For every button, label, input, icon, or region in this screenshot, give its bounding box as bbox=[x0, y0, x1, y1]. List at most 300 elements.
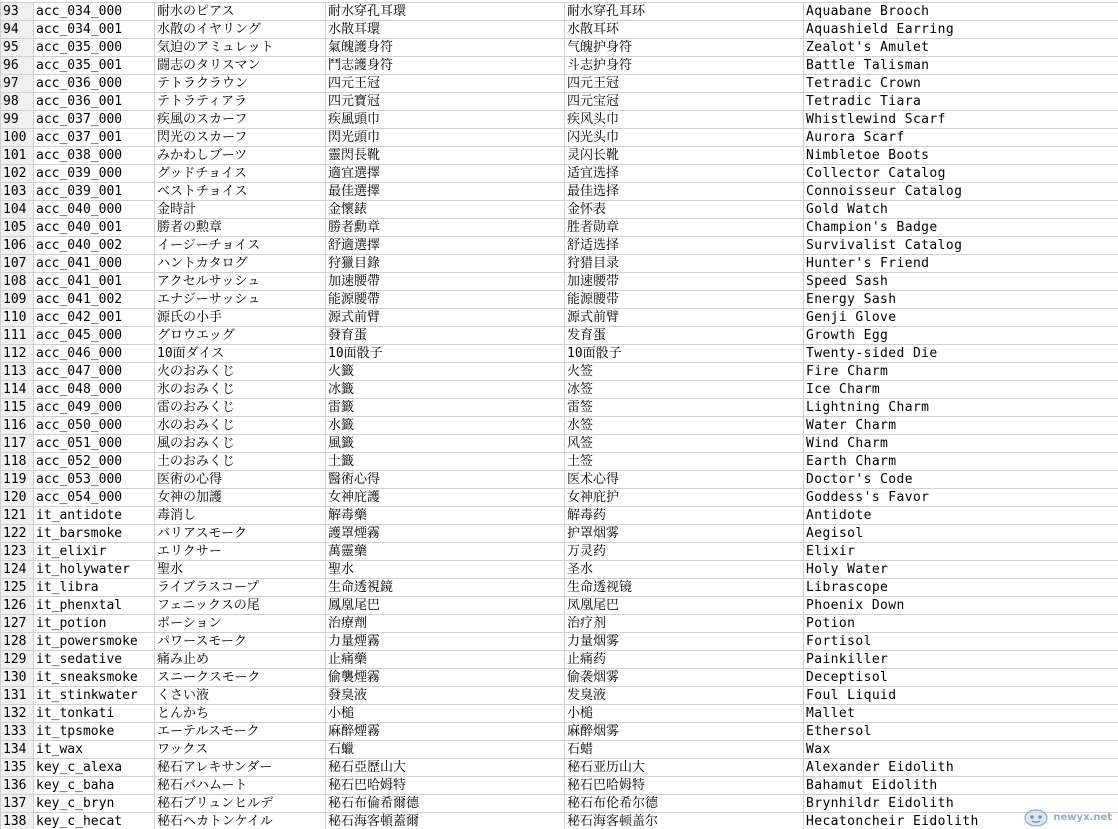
cell-simplified-chinese[interactable]: 力量烟雾 bbox=[565, 633, 804, 651]
cell-english[interactable]: Collector Catalog bbox=[804, 165, 1118, 183]
row-number[interactable]: 110 bbox=[1, 309, 34, 327]
cell-japanese[interactable]: テトラクラウン bbox=[155, 75, 326, 93]
cell-key[interactable]: it_wax bbox=[34, 741, 155, 759]
row-number[interactable]: 98 bbox=[1, 93, 34, 111]
cell-traditional-chinese[interactable]: 聖水 bbox=[326, 561, 565, 579]
row-number[interactable]: 96 bbox=[1, 57, 34, 75]
cell-simplified-chinese[interactable]: 偷袭烟雾 bbox=[565, 669, 804, 687]
table-row bbox=[1, 273, 1118, 291]
cell-simplified-chinese[interactable]: 10面骰子 bbox=[565, 345, 804, 363]
cell-japanese[interactable]: 秘石ブリュンヒルデ bbox=[155, 795, 326, 813]
row-number[interactable]: 107 bbox=[1, 255, 34, 273]
cell-key[interactable]: acc_042_001 bbox=[34, 309, 155, 327]
cell-english[interactable]: Doctor's Code bbox=[804, 471, 1118, 489]
cell-simplified-chinese[interactable]: 秘石海客顿盖尔 bbox=[565, 813, 804, 829]
cell-japanese[interactable]: エナジーサッシュ bbox=[155, 291, 326, 309]
cell-key[interactable]: acc_034_001 bbox=[34, 21, 155, 39]
cell-traditional-chinese[interactable]: 適宜選擇 bbox=[326, 165, 565, 183]
cell-key[interactable]: acc_054_000 bbox=[34, 489, 155, 507]
table-row bbox=[1, 291, 1118, 309]
row-number[interactable]: 109 bbox=[1, 291, 34, 309]
cell-traditional-chinese[interactable]: 靈閃長靴 bbox=[326, 147, 565, 165]
table-row bbox=[1, 723, 1118, 741]
cell-english[interactable]: Battle Talisman bbox=[804, 57, 1118, 75]
table-row bbox=[1, 561, 1118, 579]
cell-japanese[interactable]: 聖水 bbox=[155, 561, 326, 579]
cell-english[interactable]: Ethersol bbox=[804, 723, 1118, 741]
cell-simplified-chinese[interactable]: 水签 bbox=[565, 417, 804, 435]
cell-traditional-chinese[interactable]: 秘石布倫希爾德 bbox=[326, 795, 565, 813]
cell-english[interactable]: Potion bbox=[804, 615, 1118, 633]
cell-simplified-chinese[interactable]: 秘石亚历山大 bbox=[565, 759, 804, 777]
cell-key[interactable]: acc_048_000 bbox=[34, 381, 155, 399]
cell-japanese[interactable]: 水散のイヤリング bbox=[155, 21, 326, 39]
cell-traditional-chinese[interactable]: 麻醉煙霧 bbox=[326, 723, 565, 741]
cell-japanese[interactable]: スニークスモーク bbox=[155, 669, 326, 687]
cell-traditional-chinese[interactable]: 疾風頭巾 bbox=[326, 111, 565, 129]
row-number[interactable]: 116 bbox=[1, 417, 34, 435]
cell-key[interactable]: acc_047_000 bbox=[34, 363, 155, 381]
cell-traditional-chinese[interactable]: 發臭液 bbox=[326, 687, 565, 705]
cell-simplified-chinese[interactable]: 最佳选择 bbox=[565, 183, 804, 201]
row-number[interactable]: 124 bbox=[1, 561, 34, 579]
row-number[interactable]: 122 bbox=[1, 525, 34, 543]
cell-english[interactable]: Ice Charm bbox=[804, 381, 1118, 399]
row-number[interactable]: 120 bbox=[1, 489, 34, 507]
cell-key[interactable]: it_sneaksmoke bbox=[34, 669, 155, 687]
cell-english[interactable]: Speed Sash bbox=[804, 273, 1118, 291]
cell-english[interactable]: Librascope bbox=[804, 579, 1118, 597]
cell-key[interactable]: it_potion bbox=[34, 615, 155, 633]
cell-traditional-chinese[interactable]: 冰籤 bbox=[326, 381, 565, 399]
cell-traditional-chinese[interactable]: 秘石海客頓蓋爾 bbox=[326, 813, 565, 829]
cell-english[interactable]: Goddess's Favor bbox=[804, 489, 1118, 507]
cell-japanese[interactable]: バリアスモーク bbox=[155, 525, 326, 543]
cell-simplified-chinese[interactable]: 四元宝冠 bbox=[565, 93, 804, 111]
cell-traditional-chinese[interactable]: 護罩煙霧 bbox=[326, 525, 565, 543]
row-number[interactable]: 102 bbox=[1, 165, 34, 183]
cell-japanese[interactable]: エリクサー bbox=[155, 543, 326, 561]
cell-japanese[interactable]: 氷のおみくじ bbox=[155, 381, 326, 399]
row-number[interactable]: 130 bbox=[1, 669, 34, 687]
cell-english[interactable]: Twenty-sided Die bbox=[804, 345, 1118, 363]
cell-key[interactable]: it_powersmoke bbox=[34, 633, 155, 651]
cell-english[interactable]: Genji Glove bbox=[804, 309, 1118, 327]
table-row bbox=[1, 669, 1118, 687]
cell-traditional-chinese[interactable]: 土籤 bbox=[326, 453, 565, 471]
cell-english[interactable]: Whistlewind Scarf bbox=[804, 111, 1118, 129]
cell-simplified-chinese[interactable]: 发臭液 bbox=[565, 687, 804, 705]
cell-traditional-chinese[interactable]: 鳳凰尾巴 bbox=[326, 597, 565, 615]
row-number[interactable]: 132 bbox=[1, 705, 34, 723]
cell-traditional-chinese[interactable]: 狩獵目錄 bbox=[326, 255, 565, 273]
row-number[interactable]: 95 bbox=[1, 39, 34, 57]
row-number[interactable]: 121 bbox=[1, 507, 34, 525]
table-row bbox=[1, 237, 1118, 255]
cell-english[interactable]: Fortisol bbox=[804, 633, 1118, 651]
cell-traditional-chinese[interactable]: 舒適選擇 bbox=[326, 237, 565, 255]
table-row bbox=[1, 687, 1118, 705]
row-number[interactable]: 93 bbox=[1, 3, 34, 21]
cell-japanese[interactable]: 秘石アレキサンダー bbox=[155, 759, 326, 777]
cell-simplified-chinese[interactable]: 解毒药 bbox=[565, 507, 804, 525]
cell-key[interactable]: it_barsmoke bbox=[34, 525, 155, 543]
table-row bbox=[1, 759, 1118, 777]
cell-japanese[interactable]: グッドチョイス bbox=[155, 165, 326, 183]
cell-traditional-chinese[interactable]: 四元王冠 bbox=[326, 75, 565, 93]
row-number[interactable]: 125 bbox=[1, 579, 34, 597]
cell-traditional-chinese[interactable]: 氣魄護身符 bbox=[326, 39, 565, 57]
cell-english[interactable]: Elixir bbox=[804, 543, 1118, 561]
cell-english[interactable]: Growth Egg bbox=[804, 327, 1118, 345]
cell-key[interactable]: acc_040_002 bbox=[34, 237, 155, 255]
cell-english[interactable]: Survivalist Catalog bbox=[804, 237, 1118, 255]
cell-japanese[interactable]: 金時計 bbox=[155, 201, 326, 219]
row-number[interactable]: 137 bbox=[1, 795, 34, 813]
cell-simplified-chinese[interactable]: 止痛药 bbox=[565, 651, 804, 669]
cell-key[interactable]: acc_050_000 bbox=[34, 417, 155, 435]
cell-simplified-chinese[interactable]: 源式前臂 bbox=[565, 309, 804, 327]
cell-simplified-chinese[interactable]: 麻醉烟雾 bbox=[565, 723, 804, 741]
cell-japanese[interactable]: 雷のおみくじ bbox=[155, 399, 326, 417]
cell-traditional-chinese[interactable]: 偷襲煙霧 bbox=[326, 669, 565, 687]
cell-key[interactable]: acc_036_001 bbox=[34, 93, 155, 111]
table-row bbox=[1, 255, 1118, 273]
cell-english[interactable]: Zealot's Amulet bbox=[804, 39, 1118, 57]
cell-traditional-chinese[interactable]: 治療劑 bbox=[326, 615, 565, 633]
cell-traditional-chinese[interactable]: 耐水穿孔耳環 bbox=[326, 3, 565, 21]
cell-english[interactable]: Aquabane Brooch bbox=[804, 3, 1118, 21]
row-number[interactable]: 138 bbox=[1, 813, 34, 829]
cell-japanese[interactable]: 疾風のスカーフ bbox=[155, 111, 326, 129]
cell-traditional-chinese[interactable]: 風籤 bbox=[326, 435, 565, 453]
cell-japanese[interactable]: ライブラスコープ bbox=[155, 579, 326, 597]
cell-key[interactable]: acc_034_000 bbox=[34, 3, 155, 21]
cell-simplified-chinese[interactable]: 秘石布伦希尔德 bbox=[565, 795, 804, 813]
row-number[interactable]: 113 bbox=[1, 363, 34, 381]
cell-english[interactable]: Hunter's Friend bbox=[804, 255, 1118, 273]
cell-key[interactable]: acc_040_001 bbox=[34, 219, 155, 237]
cell-simplified-chinese[interactable]: 胜者勋章 bbox=[565, 219, 804, 237]
cell-japanese[interactable]: とんかち bbox=[155, 705, 326, 723]
row-number[interactable]: 106 bbox=[1, 237, 34, 255]
cell-key[interactable]: it_holywater bbox=[34, 561, 155, 579]
cell-english[interactable]: Champion's Badge bbox=[804, 219, 1118, 237]
cell-japanese[interactable]: 女神の加護 bbox=[155, 489, 326, 507]
cell-english[interactable]: Fire Charm bbox=[804, 363, 1118, 381]
cell-key[interactable]: it_libra bbox=[34, 579, 155, 597]
cell-traditional-chinese[interactable]: 鬥志護身符 bbox=[326, 57, 565, 75]
cell-key[interactable]: acc_038_000 bbox=[34, 147, 155, 165]
cell-simplified-chinese[interactable]: 疾风头巾 bbox=[565, 111, 804, 129]
cell-japanese[interactable]: くさい液 bbox=[155, 687, 326, 705]
cell-english[interactable]: Brynhildr Eidolith bbox=[804, 795, 1118, 813]
cell-traditional-chinese[interactable]: 發育蛋 bbox=[326, 327, 565, 345]
cell-japanese[interactable]: 風のおみくじ bbox=[155, 435, 326, 453]
cell-key[interactable]: it_elixir bbox=[34, 543, 155, 561]
cell-english[interactable]: Antidote bbox=[804, 507, 1118, 525]
cell-traditional-chinese[interactable]: 水散耳環 bbox=[326, 21, 565, 39]
cell-japanese[interactable]: 痛み止め bbox=[155, 651, 326, 669]
cell-english[interactable]: Water Charm bbox=[804, 417, 1118, 435]
table-row bbox=[1, 525, 1118, 543]
row-number[interactable]: 117 bbox=[1, 435, 34, 453]
cell-simplified-chinese[interactable]: 加速腰带 bbox=[565, 273, 804, 291]
cell-key[interactable]: acc_045_000 bbox=[34, 327, 155, 345]
row-number[interactable]: 97 bbox=[1, 75, 34, 93]
row-number[interactable]: 101 bbox=[1, 147, 34, 165]
cell-simplified-chinese[interactable]: 护罩烟雾 bbox=[565, 525, 804, 543]
cell-traditional-chinese[interactable]: 火籤 bbox=[326, 363, 565, 381]
cell-english[interactable]: Nimbletoe Boots bbox=[804, 147, 1118, 165]
cell-simplified-chinese[interactable]: 适宜选择 bbox=[565, 165, 804, 183]
row-number[interactable]: 114 bbox=[1, 381, 34, 399]
cell-japanese[interactable]: 土のおみくじ bbox=[155, 453, 326, 471]
cell-key[interactable]: it_antidote bbox=[34, 507, 155, 525]
table-row bbox=[1, 363, 1118, 381]
cell-english[interactable]: Lightning Charm bbox=[804, 399, 1118, 417]
cell-key[interactable]: acc_051_000 bbox=[34, 435, 155, 453]
cell-simplified-chinese[interactable]: 斗志护身符 bbox=[565, 57, 804, 75]
cell-english[interactable]: Painkiller bbox=[804, 651, 1118, 669]
cell-key[interactable]: it_tpsmoke bbox=[34, 723, 155, 741]
cell-traditional-chinese[interactable]: 四元寶冠 bbox=[326, 93, 565, 111]
cell-key[interactable]: acc_041_000 bbox=[34, 255, 155, 273]
cell-japanese[interactable]: ワックス bbox=[155, 741, 326, 759]
cell-simplified-chinese[interactable]: 四元王冠 bbox=[565, 75, 804, 93]
cell-traditional-chinese[interactable]: 能源腰帶 bbox=[326, 291, 565, 309]
cell-key[interactable]: key_c_baha bbox=[34, 777, 155, 795]
row-number[interactable]: 134 bbox=[1, 741, 34, 759]
cell-simplified-chinese[interactable]: 灵闪长靴 bbox=[565, 147, 804, 165]
cell-key[interactable]: key_c_alexa bbox=[34, 759, 155, 777]
cell-key[interactable]: acc_037_001 bbox=[34, 129, 155, 147]
cell-simplified-chinese[interactable]: 冰签 bbox=[565, 381, 804, 399]
cell-simplified-chinese[interactable]: 狩猎目录 bbox=[565, 255, 804, 273]
cell-key[interactable]: acc_049_000 bbox=[34, 399, 155, 417]
cell-japanese[interactable]: 源氏の小手 bbox=[155, 309, 326, 327]
cell-japanese[interactable]: 火のおみくじ bbox=[155, 363, 326, 381]
cell-japanese[interactable]: ベストチョイス bbox=[155, 183, 326, 201]
cell-japanese[interactable]: みかわしブーツ bbox=[155, 147, 326, 165]
cell-japanese[interactable]: 10面ダイス bbox=[155, 345, 326, 363]
cell-japanese[interactable]: ハントカタログ bbox=[155, 255, 326, 273]
cell-english[interactable]: Wax bbox=[804, 741, 1118, 759]
cell-traditional-chinese[interactable]: 10面骰子 bbox=[326, 345, 565, 363]
cell-simplified-chinese[interactable]: 生命透视镜 bbox=[565, 579, 804, 597]
table-row bbox=[1, 579, 1118, 597]
cell-traditional-chinese[interactable]: 解毒藥 bbox=[326, 507, 565, 525]
cell-japanese[interactable]: 毒消し bbox=[155, 507, 326, 525]
cell-japanese[interactable]: パワースモーク bbox=[155, 633, 326, 651]
row-number[interactable]: 115 bbox=[1, 399, 34, 417]
cell-japanese[interactable]: 水のおみくじ bbox=[155, 417, 326, 435]
cell-simplified-chinese[interactable]: 金怀表 bbox=[565, 201, 804, 219]
cell-english[interactable]: Tetradic Tiara bbox=[804, 93, 1118, 111]
cell-key[interactable]: acc_039_000 bbox=[34, 165, 155, 183]
cell-traditional-chinese[interactable]: 雷籤 bbox=[326, 399, 565, 417]
cell-japanese[interactable]: 勝者の勲章 bbox=[155, 219, 326, 237]
cell-traditional-chinese[interactable]: 萬靈藥 bbox=[326, 543, 565, 561]
cell-key[interactable]: key_c_hecat bbox=[34, 813, 155, 829]
cell-japanese[interactable]: アクセルサッシュ bbox=[155, 273, 326, 291]
cell-key[interactable]: it_stinkwater bbox=[34, 687, 155, 705]
cell-english[interactable]: Energy Sash bbox=[804, 291, 1118, 309]
cell-simplified-chinese[interactable]: 水散耳环 bbox=[565, 21, 804, 39]
table-row bbox=[1, 417, 1118, 435]
cell-simplified-chinese[interactable]: 风签 bbox=[565, 435, 804, 453]
cell-simplified-chinese[interactable]: 万灵药 bbox=[565, 543, 804, 561]
cell-key[interactable]: acc_052_000 bbox=[34, 453, 155, 471]
cell-traditional-chinese[interactable]: 源式前臂 bbox=[326, 309, 565, 327]
cell-key[interactable]: acc_053_000 bbox=[34, 471, 155, 489]
cell-traditional-chinese[interactable]: 水籤 bbox=[326, 417, 565, 435]
cell-japanese[interactable]: 秘石バハムート bbox=[155, 777, 326, 795]
cell-simplified-chinese[interactable]: 土签 bbox=[565, 453, 804, 471]
cell-simplified-chinese[interactable]: 秘石巴哈姆特 bbox=[565, 777, 804, 795]
table-row bbox=[1, 615, 1118, 633]
cell-japanese[interactable]: イージーチョイス bbox=[155, 237, 326, 255]
table-row bbox=[1, 147, 1118, 165]
row-number[interactable]: 103 bbox=[1, 183, 34, 201]
cell-key[interactable]: it_sedative bbox=[34, 651, 155, 669]
row-number[interactable]: 123 bbox=[1, 543, 34, 561]
cell-simplified-chinese[interactable]: 能源腰带 bbox=[565, 291, 804, 309]
table-row bbox=[1, 3, 1118, 21]
cell-key[interactable]: acc_036_000 bbox=[34, 75, 155, 93]
cell-key[interactable]: acc_035_000 bbox=[34, 39, 155, 57]
row-number[interactable]: 128 bbox=[1, 633, 34, 651]
cell-simplified-chinese[interactable]: 医术心得 bbox=[565, 471, 804, 489]
row-number[interactable]: 112 bbox=[1, 345, 34, 363]
cell-english[interactable]: Phoenix Down bbox=[804, 597, 1118, 615]
cell-japanese[interactable]: 闘志のタリスマン bbox=[155, 57, 326, 75]
row-number[interactable]: 131 bbox=[1, 687, 34, 705]
table-row bbox=[1, 309, 1118, 327]
row-number[interactable]: 126 bbox=[1, 597, 34, 615]
cell-traditional-chinese[interactable]: 醫術心得 bbox=[326, 471, 565, 489]
cell-traditional-chinese[interactable]: 力量煙霧 bbox=[326, 633, 565, 651]
row-number[interactable]: 136 bbox=[1, 777, 34, 795]
cell-key[interactable]: acc_046_000 bbox=[34, 345, 155, 363]
row-number[interactable]: 133 bbox=[1, 723, 34, 741]
row-number[interactable]: 127 bbox=[1, 615, 34, 633]
cell-simplified-chinese[interactable]: 气魄护身符 bbox=[565, 39, 804, 57]
cell-english[interactable]: Deceptisol bbox=[804, 669, 1118, 687]
cell-english[interactable]: Foul Liquid bbox=[804, 687, 1118, 705]
row-number[interactable]: 99 bbox=[1, 111, 34, 129]
cell-key[interactable]: it_phenxtal bbox=[34, 597, 155, 615]
cell-english[interactable]: Alexander Eidolith bbox=[804, 759, 1118, 777]
table-row bbox=[1, 795, 1118, 813]
cell-japanese[interactable]: 気迫のアミュレット bbox=[155, 39, 326, 57]
cell-traditional-chinese[interactable]: 小槌 bbox=[326, 705, 565, 723]
cell-simplified-chinese[interactable]: 圣水 bbox=[565, 561, 804, 579]
cell-simplified-chinese[interactable]: 雷签 bbox=[565, 399, 804, 417]
cell-english[interactable]: Bahamut Eidolith bbox=[804, 777, 1118, 795]
cell-traditional-chinese[interactable]: 止痛藥 bbox=[326, 651, 565, 669]
row-number[interactable]: 135 bbox=[1, 759, 34, 777]
cell-japanese[interactable]: エーテルスモーク bbox=[155, 723, 326, 741]
cell-traditional-chinese[interactable]: 最佳選擇 bbox=[326, 183, 565, 201]
cell-english[interactable]: Mallet bbox=[804, 705, 1118, 723]
cell-japanese[interactable]: 秘石ヘカトンケイル bbox=[155, 813, 326, 829]
cell-japanese[interactable]: テトラティアラ bbox=[155, 93, 326, 111]
cell-simplified-chinese[interactable]: 治疗剂 bbox=[565, 615, 804, 633]
row-number[interactable]: 108 bbox=[1, 273, 34, 291]
cell-key[interactable]: acc_039_001 bbox=[34, 183, 155, 201]
cell-simplified-chinese[interactable]: 发育蛋 bbox=[565, 327, 804, 345]
cell-english[interactable]: Hecatoncheir Eidolith bbox=[804, 813, 1118, 829]
row-number[interactable]: 100 bbox=[1, 129, 34, 147]
cell-traditional-chinese[interactable]: 石蠟 bbox=[326, 741, 565, 759]
cell-simplified-chinese[interactable]: 女神庇护 bbox=[565, 489, 804, 507]
cell-english[interactable]: Aegisol bbox=[804, 525, 1118, 543]
cell-key[interactable]: acc_037_000 bbox=[34, 111, 155, 129]
cell-japanese[interactable]: 耐水のピアス bbox=[155, 3, 326, 21]
cell-english[interactable]: Tetradic Crown bbox=[804, 75, 1118, 93]
cell-traditional-chinese[interactable]: 秘石亞歷山大 bbox=[326, 759, 565, 777]
row-number[interactable]: 105 bbox=[1, 219, 34, 237]
row-number[interactable]: 118 bbox=[1, 453, 34, 471]
cell-english[interactable]: Holy Water bbox=[804, 561, 1118, 579]
table-row bbox=[1, 183, 1118, 201]
table-row bbox=[1, 129, 1118, 147]
cell-key[interactable]: key_c_bryn bbox=[34, 795, 155, 813]
cell-key[interactable]: acc_041_001 bbox=[34, 273, 155, 291]
cell-traditional-chinese[interactable]: 生命透視鏡 bbox=[326, 579, 565, 597]
cell-english[interactable]: Connoisseur Catalog bbox=[804, 183, 1118, 201]
cell-english[interactable]: Aurora Scarf bbox=[804, 129, 1118, 147]
row-number[interactable]: 111 bbox=[1, 327, 34, 345]
table-row bbox=[1, 345, 1118, 363]
cell-simplified-chinese[interactable]: 凤凰尾巴 bbox=[565, 597, 804, 615]
cell-traditional-chinese[interactable]: 閃光頭巾 bbox=[326, 129, 565, 147]
cell-key[interactable]: acc_040_000 bbox=[34, 201, 155, 219]
row-number[interactable]: 129 bbox=[1, 651, 34, 669]
cell-simplified-chinese[interactable]: 耐水穿孔耳环 bbox=[565, 3, 804, 21]
cell-simplified-chinese[interactable]: 火签 bbox=[565, 363, 804, 381]
cell-simplified-chinese[interactable]: 小槌 bbox=[565, 705, 804, 723]
cell-simplified-chinese[interactable]: 石蜡 bbox=[565, 741, 804, 759]
cell-english[interactable]: Wind Charm bbox=[804, 435, 1118, 453]
cell-traditional-chinese[interactable]: 女神庇護 bbox=[326, 489, 565, 507]
row-number[interactable]: 104 bbox=[1, 201, 34, 219]
cell-traditional-chinese[interactable]: 金懷錶 bbox=[326, 201, 565, 219]
cell-english[interactable]: Earth Charm bbox=[804, 453, 1118, 471]
cell-key[interactable]: acc_041_002 bbox=[34, 291, 155, 309]
cell-traditional-chinese[interactable]: 勝者勳章 bbox=[326, 219, 565, 237]
cell-japanese[interactable]: ポーション bbox=[155, 615, 326, 633]
cell-key[interactable]: acc_035_001 bbox=[34, 57, 155, 75]
row-number[interactable]: 119 bbox=[1, 471, 34, 489]
cell-japanese[interactable]: 閃光のスカーフ bbox=[155, 129, 326, 147]
cell-english[interactable]: Aquashield Earring bbox=[804, 21, 1118, 39]
item-translation-table bbox=[0, 2, 1118, 829]
cell-japanese[interactable]: フェニックスの尾 bbox=[155, 597, 326, 615]
table-row bbox=[1, 741, 1118, 759]
cell-english[interactable]: Gold Watch bbox=[804, 201, 1118, 219]
row-number[interactable]: 94 bbox=[1, 21, 34, 39]
cell-traditional-chinese[interactable]: 加速腰帶 bbox=[326, 273, 565, 291]
cell-simplified-chinese[interactable]: 闪光头巾 bbox=[565, 129, 804, 147]
cell-traditional-chinese[interactable]: 秘石巴哈姆特 bbox=[326, 777, 565, 795]
cell-key[interactable]: it_tonkati bbox=[34, 705, 155, 723]
cell-simplified-chinese[interactable]: 舒适选择 bbox=[565, 237, 804, 255]
cell-japanese[interactable]: 医術の心得 bbox=[155, 471, 326, 489]
cell-japanese[interactable]: グロウエッグ bbox=[155, 327, 326, 345]
table-row bbox=[1, 399, 1118, 417]
